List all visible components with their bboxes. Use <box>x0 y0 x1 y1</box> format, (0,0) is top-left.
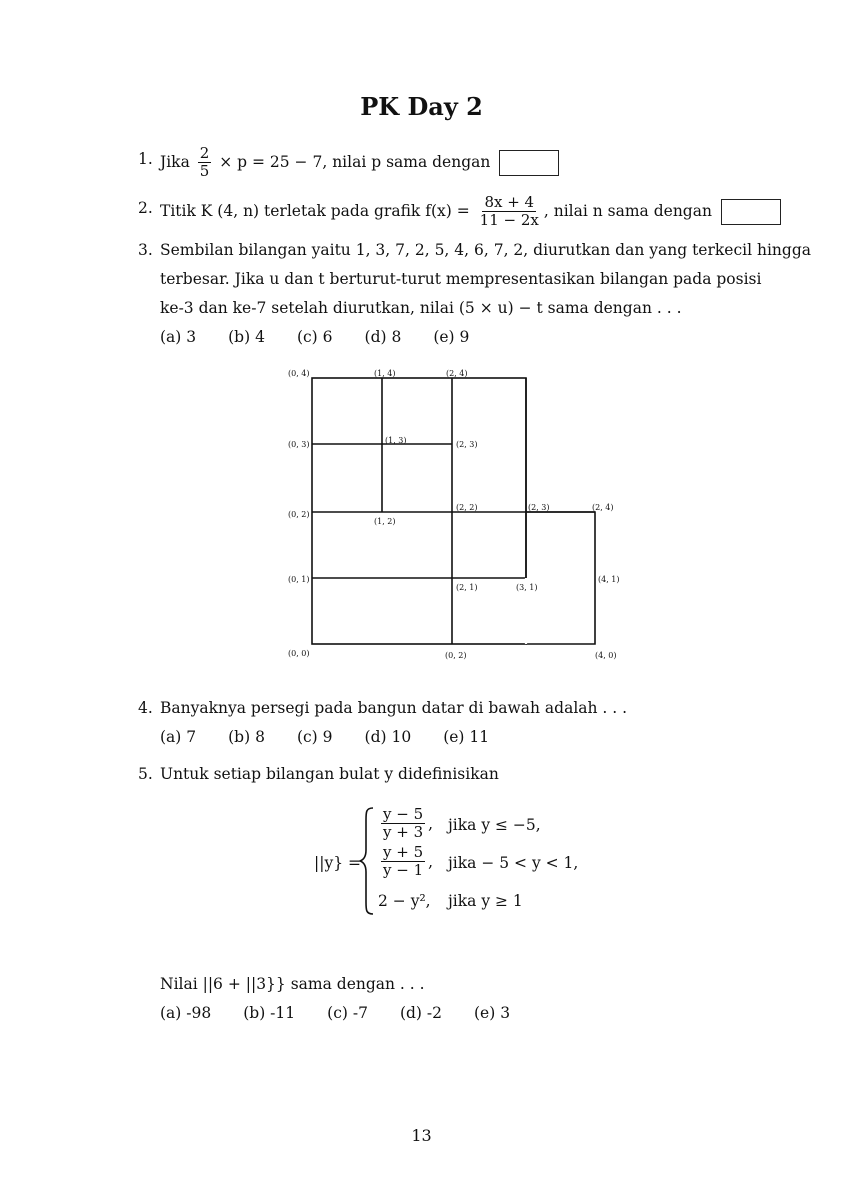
answer-box[interactable] <box>721 199 781 225</box>
point-label: (3, 1) <box>516 583 538 592</box>
point-label: (0, 2) <box>445 651 467 660</box>
figure-labels <box>288 369 620 660</box>
point-label: (1, 2) <box>374 517 396 526</box>
point-label: (0, 2) <box>288 510 310 519</box>
point-label: (2, 3) <box>528 503 550 512</box>
option-e[interactable]: (e) 11 <box>443 728 490 746</box>
option-b[interactable]: (b) 4 <box>228 328 265 346</box>
fraction <box>381 806 425 842</box>
question-5-options <box>160 999 542 1028</box>
piecewise-lhs: ||y} = <box>314 854 361 872</box>
option-d[interactable]: (d) -2 <box>399 1004 442 1022</box>
fraction-denominator: 11 − 2x <box>479 211 539 230</box>
point-label: (4, 1) <box>598 575 620 584</box>
option-b[interactable]: (b) 8 <box>228 728 265 746</box>
case-1-condition: jika y ≤ −5, <box>448 816 541 834</box>
option-a[interactable]: (a) -98 <box>160 1004 212 1022</box>
fraction <box>478 194 541 230</box>
case-comma: , <box>428 852 434 871</box>
question-5-question: Nilai ||6 + ||3}} sama dengan . . . <box>160 975 425 993</box>
question-4-prompt: Banyaknya persegi pada bangun datar di bawah adalah . . . <box>160 699 628 717</box>
question-5-body <box>160 970 542 1028</box>
figure-lines <box>312 378 595 644</box>
question-3-line: ke-3 dan ke-7 setelah diurutkan, nilai (5 × u) − t sama dengan . . . <box>160 299 682 317</box>
case-1 <box>378 806 433 842</box>
question-1-suffix: × p = 25 − 7, nilai p sama dengan <box>219 152 491 171</box>
left-brace-icon <box>358 806 376 916</box>
case-comma: , <box>428 814 434 833</box>
case-2-condition: jika − 5 < y < 1, <box>448 854 579 872</box>
fraction-numerator: 8x + 4 <box>484 193 535 211</box>
question-1 <box>0 143 843 183</box>
page-number: 13 <box>411 1126 432 1145</box>
question-2 <box>0 192 843 232</box>
case-2 <box>378 844 433 880</box>
question-3-number: 3. <box>138 241 153 259</box>
option-c[interactable]: (c) 6 <box>296 328 333 346</box>
question-4-number: 4. <box>138 699 153 717</box>
point-label: (1, 4) <box>374 369 396 378</box>
point-label: (2, 3) <box>456 440 478 449</box>
outer-left-block <box>312 378 526 644</box>
point-label: (2, 2) <box>456 503 478 512</box>
squares-figure <box>282 362 642 672</box>
case-3-expression: 2 − y², <box>378 892 431 910</box>
fraction-denominator: 5 <box>199 162 210 181</box>
case-3-condition: jika y ≥ 1 <box>448 892 523 910</box>
option-d[interactable]: (d) 8 <box>364 328 402 346</box>
fraction-numerator: y − 5 <box>383 805 424 823</box>
fraction-denominator: y + 3 <box>383 823 424 842</box>
option-b[interactable]: (b) -11 <box>243 1004 296 1022</box>
point-label: (1, 3) <box>385 436 407 445</box>
option-e[interactable]: (e) 3 <box>474 1004 511 1022</box>
page-title: PK Day 2 <box>360 92 483 121</box>
question-2-text <box>160 194 781 230</box>
answer-box[interactable] <box>499 150 559 176</box>
question-2-prefix: Titik K (4, n) terletak pada grafik f(x) = <box>160 201 470 220</box>
outer-right-block <box>526 512 595 644</box>
point-label: (2, 4) <box>446 369 468 378</box>
point-label: (2, 4) <box>592 503 614 512</box>
question-2-suffix: , nilai n sama dengan <box>543 201 712 220</box>
question-2-number: 2. <box>138 199 153 217</box>
fraction <box>198 145 212 181</box>
option-e[interactable]: (e) 9 <box>433 328 470 346</box>
fraction-denominator: y − 1 <box>383 861 424 880</box>
option-d[interactable]: (d) 10 <box>364 728 412 746</box>
question-4-options <box>160 723 627 752</box>
option-c[interactable]: (c) 9 <box>296 728 333 746</box>
option-a[interactable]: (a) 3 <box>160 328 197 346</box>
point-label: (0, 4) <box>288 369 310 378</box>
question-1-prefix: Jika <box>160 152 190 171</box>
question-3-options <box>160 323 811 352</box>
question-4-text <box>160 694 627 752</box>
question-5-prompt: Untuk setiap bilangan bulat y didefinisikan <box>160 765 499 783</box>
question-3-line: terbesar. Jika u dan t berturut-turut mempresentasikan bilangan pada posisi <box>160 270 762 288</box>
fraction-numerator: 2 <box>199 144 210 162</box>
question-3-line: Sembilan bilangan yaitu 1, 3, 7, 2, 5, 4, 6, 7, 2, diurutkan dan yang terkecil hingga <box>160 241 811 259</box>
question-3-text <box>160 236 811 352</box>
point-label: (0, 1) <box>288 575 310 584</box>
point-label: (4, 0) <box>595 651 617 660</box>
point-label: (2, 1) <box>456 583 478 592</box>
point-label: (0, 3) <box>288 440 310 449</box>
option-a[interactable]: (a) 7 <box>160 728 197 746</box>
question-5-number: 5. <box>138 765 153 783</box>
point-label: (0, 0) <box>288 649 310 658</box>
fraction <box>381 844 425 880</box>
question-1-number: 1. <box>138 150 153 168</box>
option-c[interactable]: (c) -7 <box>327 1004 368 1022</box>
fraction-numerator: y + 5 <box>383 843 424 861</box>
question-1-text <box>160 145 559 181</box>
